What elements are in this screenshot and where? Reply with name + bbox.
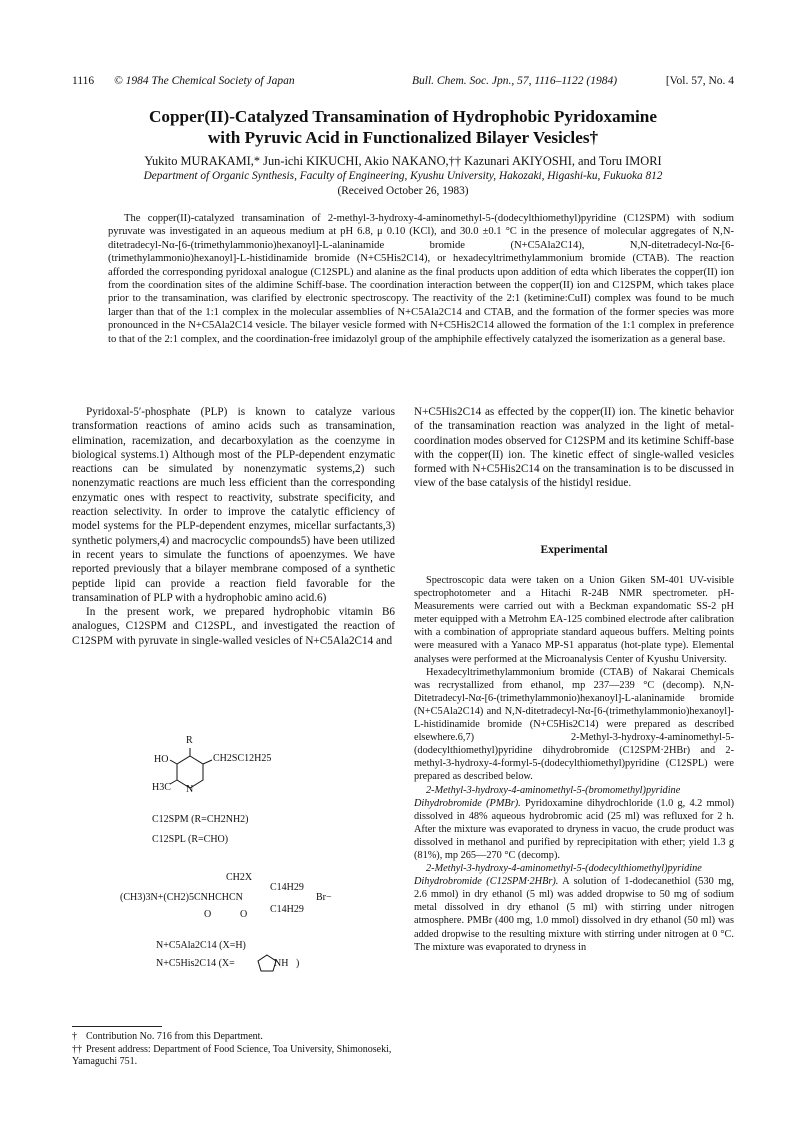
section-heading-experimental: Experimental [540, 544, 608, 556]
carbonyl-o-1: O [204, 909, 212, 920]
journal-citation: Bull. Chem. Soc. Jpn., 57, 1116–1122 (1984) [412, 75, 618, 87]
amphiphile-structure [120, 872, 380, 932]
label-c12spm: C12SPM (R=CH2NH2) [152, 814, 249, 825]
affiliation: Department of Organic Synthesis, Faculty of Engineering, Kyushu University, Hakozaki, Higashi-ku, Fukuoka 812 [143, 170, 663, 182]
footnote-2 [72, 1044, 395, 1069]
intro-paragraph-3: N+C5His2C14 as effected by the copper(II) ion. The kinetic behavior of the transamination reaction was analyzed in the light of metal-coordination modes observed for C12SPM and its ketimine Schiff-base with the copper(II) ion. The kinetic effect of single-walled vesicles formed with N+C5His2C14 on the transamination is to be discussed in view of the base catalysis of the histidyl residue. [414, 406, 734, 490]
experimental-paragraph-2: Hexadecyltrimethylammonium bromide (CTAB) of Nakarai Chemicals was recrystallized from ethanol, mp 237—239 °C (decomp). N,N-Ditetradecyl-Nα-[6-(trimethylammonio)hexanoyl]-L-alaninamide bromide (N+C5Ala2C14) and N,N-ditetradecyl-Nα-[6-(trimethylammonio)hexanoyl]-L-histidinamide bromide (N+C5His2C14) were prepared as described elsewhere.6,7) 2-Methyl-3-hydroxy-4-aminomethyl-5-(dodecylthiomethyl)pyridine dihydrobromide (C12SPM·2HBr) and 2-methyl-3-hydroxy-4-formyl-5-(dodecylthiomethyl)pyridine (C12SPL) were prepared as described below. [414, 666, 734, 783]
substituent-ho: HO [154, 754, 169, 765]
title-line-2: with Pyruvic Acid in Functionalized Bilayer Vesicles† [207, 128, 599, 147]
footnote-1 [72, 1031, 395, 1043]
received-date: (Received October 26, 1983) [337, 185, 469, 197]
abstract: The copper(II)-catalyzed transamination of 2-methyl-3-hydroxy-4-aminomethyl-5-(dodecylthiomethyl)pyridine (C12SPM) with sodium pyruvate was investigated in an aqueous medium at pH 6.8, μ 0.10 (KCl), and 30.0 ±0.1 °C in the presence of molecular aggregates of N,N-ditetradecyl-Nα-[6-(trimethylammonio)hexanoyl]-L-alaninamide bromide (N+C5Ala2C14), N,N-ditetradecyl-Nα-[6-(trimethylammonio)hexanoyl]-L-histidinamide bromide (N+C5His2C14), or hexadecyltrimethylammonium bromide (CTAB). The reaction afforded the corresponding pyridoxal analogue (C12SPL) and alanine as the final products upon addition of edta which liberates the copper(II) ion from the coordination sites of the aldimine Schiff-base. The coordination interaction between the copper(II) ion and C12SPM, which takes place prior to the transamination, was clarified by electronic spectroscopy. The reactivity of the 2:1 (ketimine:CuII) complex was found to be much larger than that of the 1:1 complex in the molecular assemblies of N+C5Ala2C14 and CTAB, and the formation of the former species was more pronounced in the N+C5Ala2C14 vesicle. The bilayer vesicle formed with N+C5His2C14 allowed the formation of the 1:1 complex in preference to that of the 2:1 complex, and the coordination-free imidazolyl group of the amphiphile effectively catalyzed the isomerization as a general base. [108, 213, 734, 345]
c12spm-heading: 2-Methyl-3-hydroxy-4-aminomethyl-5-(dodecylthiomethyl)pyridine Dihydrobromide (C12SPM·2HBr). [414, 863, 702, 888]
intro-paragraph-2: In the present work, we prepared hydrophobic vitamin B6 analogues, C12SPM and C12SPL, and investigated the reaction of C12SPM with pyruvate in single-walled vesicles of N+C5Ala2C14 and [72, 606, 395, 647]
experimental-paragraph-4 [414, 862, 734, 954]
author-list: Yukito MURAKAMI,* Jun-ichi KIKUCHI, Akio NAKANO,†† Kazunari AKIYOSHI, and Toru IMORI [144, 154, 662, 168]
footnote-1-text: Contribution No. 716 from this Department. [86, 1031, 263, 1042]
label-his-amphiphile: N+C5His2C14 (X= [156, 958, 235, 969]
substituent-r: R [186, 735, 193, 746]
bromide-counterion: Br− [316, 892, 332, 903]
pyridine-structure [150, 735, 350, 804]
title-line-1: Copper(II)-Catalyzed Transamination of Hydrophobic Pyridoxamine [148, 107, 657, 126]
intro-paragraph-1: Pyridoxal-5′-phosphate (PLP) is known to catalyze various transformation reactions of amino acids such as transamination, elimination, racemization, and decarboxylation as the coenzyme in biological systems.1) Although most of the PLP-dependent enzymatic reactions can be simulated by nonenzymatic systems,2) such nonenzymatic reactions are much less efficient than the corresponding enzymatic ones with respect to reactivity, substrate specificity, and reaction selectivity. In order to improve the catalytic efficiency of model systems for the PLP-dependent enzymes, micellar surfactants,3) synthetic polymers,4) and macrocyclic compounds5) have been utilized in recent years to simulate the functions of apoenzymes. We have reported previously that a bilayer membrane composed of a synthetic peptide lipid can provide a reaction field favorable for the transamination of PLP with a hydrophobic amino acid.6) [72, 406, 395, 604]
ring-nitrogen: N [186, 784, 194, 795]
substituent-ch2x: CH2X [226, 872, 253, 883]
pmbr-heading: 2-Methyl-3-hydroxy-4-aminomethyl-5-(bromomethyl)pyridine Dihydrobromide (PMBr). [414, 784, 681, 809]
copyright-line: © 1984 The Chemical Society of Japan [114, 75, 295, 87]
label-his-close: ) [296, 958, 300, 969]
substituent-h3c: H3C [152, 782, 171, 793]
page-number: 1116 [72, 75, 95, 87]
volume-issue: [Vol. 57, No. 4 [665, 75, 734, 87]
alkyl-chain-lower: C14H29 [270, 904, 304, 915]
substituent-ch2s: CH2SC12H25 [213, 753, 272, 764]
article-title [72, 106, 734, 148]
his-amphiphile-label [156, 958, 356, 982]
label-c12spl: C12SPL (R=CHO) [152, 834, 229, 845]
footnote-2-mark: †† [72, 1044, 82, 1055]
carbonyl-o-2: O [240, 909, 248, 920]
footnote-rule [72, 1026, 162, 1027]
experimental-paragraph-1: Spectroscopic data were taken on a Union Giken SM-401 UV-visible spectrophotometer and a Hitachi R-24B NMR spectrometer. pH-Measurements were carried out with a Beckman expandomatic SS-2 pH meter equipped with a Metrohm EA-125 combined electrode after calibration with a combination of appropriate standard aqueous buffers. Melting points were measured with a Yanaco MP-S1 apparatus (hot-plate type). Elemental analyses were performed at the Microanalysis Center of Kyushu University. [414, 575, 734, 665]
imidazole-nh: NH [274, 958, 289, 969]
experimental-paragraph-3 [414, 784, 734, 863]
left-column [72, 405, 395, 648]
running-header [72, 75, 734, 91]
alkyl-chain-upper: C14H29 [270, 882, 304, 893]
c12spm-text: A solution of 1-dodecanethiol (530 mg, 2.6 mmol) in dry ethanol (5 ml) was added dropwise to 50 mg of sodium metal dissolved in dry ethanol (5 ml) with stirring under nitrogen atmosphere. PMBr (400 mg, 1.0 mmol) dissolved in dry ethanol (50 ml) was added dropwise to the resulting mixture with stirring under nitrogen at 0 °C. The mixture was evaporated to dryness in [414, 876, 734, 953]
pmbr-text: Pyridoxamine dihydrochloride (1.0 g, 4.2 mmol) dissolved in 48% aqueous hydrobromic acid (25 ml) was refluxed for 2 h. After the mixture was evaporated to dryness in vacuo, the crude product was dissolved in methanol and purified by reprecipitation with ether; yield 1.3 g (81%), mp 265—270 °C (decomp). [414, 797, 735, 861]
footnote-1-mark: † [72, 1031, 77, 1042]
label-ala-amphiphile: N+C5Ala2C14 (X=H) [156, 940, 246, 951]
right-column [414, 405, 734, 491]
amphiphile-backbone: (CH3)3N+(CH2)5CNHCHCN [120, 892, 243, 903]
experimental-text [414, 574, 734, 954]
footnote-2-text: Present address: Department of Food Science, Toa University, Shimonoseki, Yamaguchi 751. [72, 1044, 392, 1068]
